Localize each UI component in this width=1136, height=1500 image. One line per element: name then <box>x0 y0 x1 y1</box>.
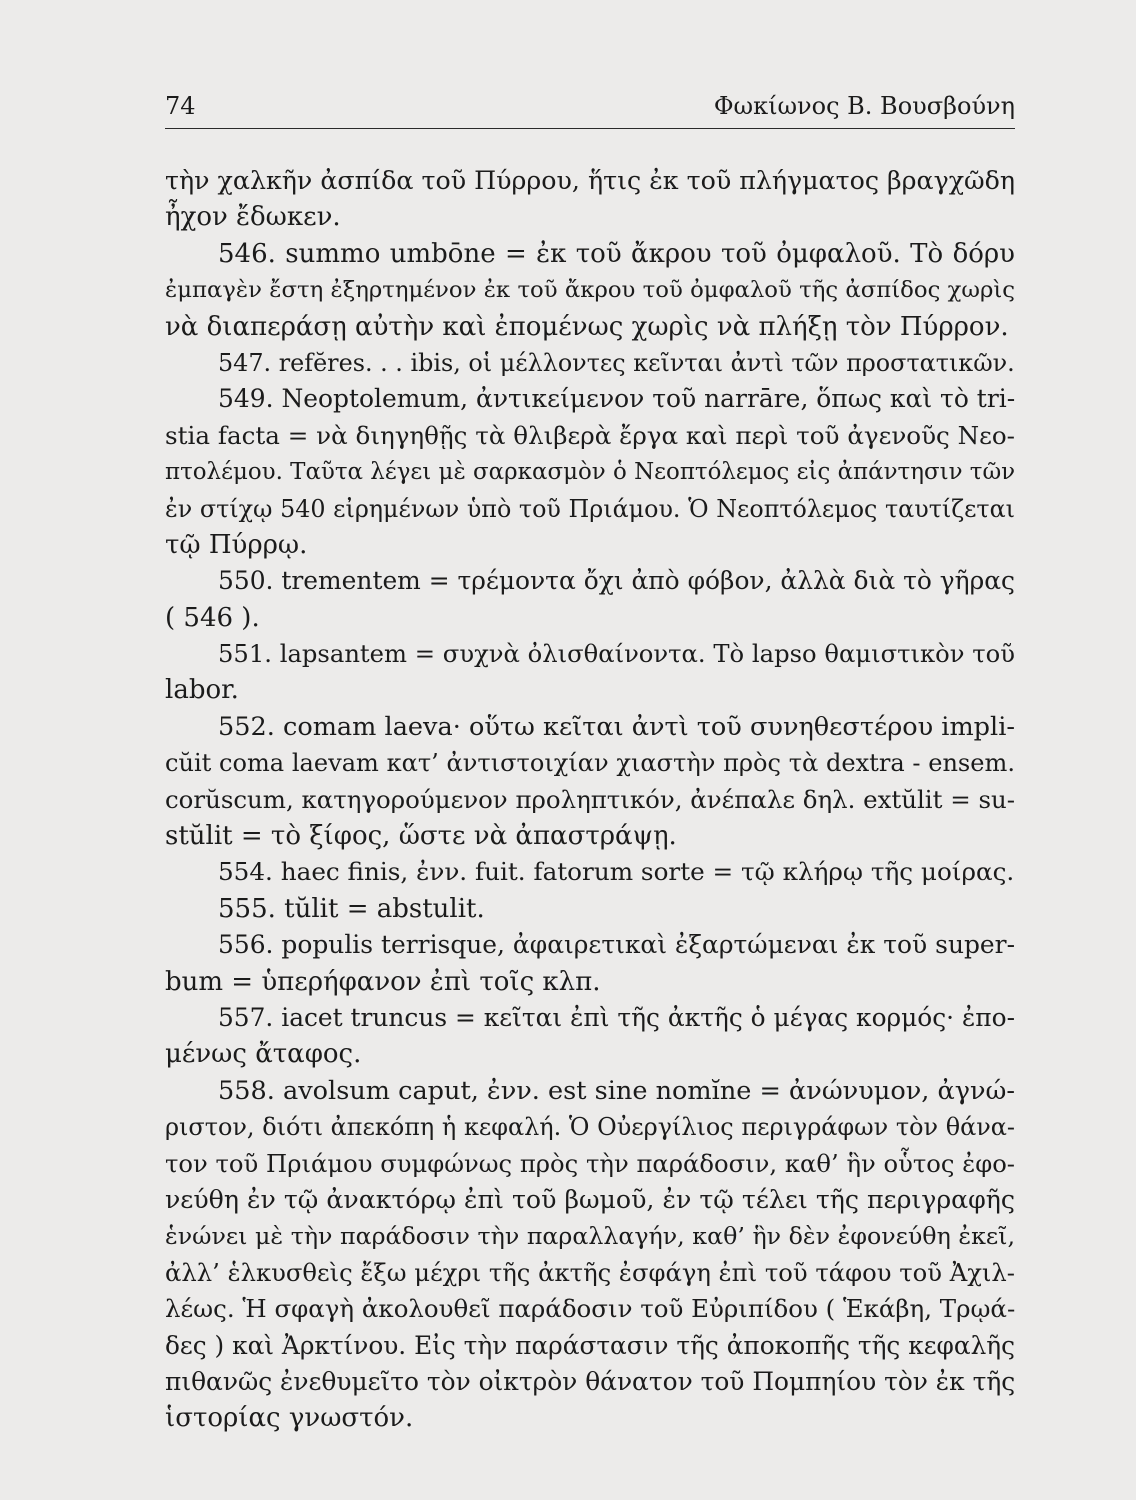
text-line: λέως. Ἡ σφαγὴ ἀκολουθεῖ παράδοσιν τοῦ Εὐριπίδου ( Ἑκάβη, Τρῳά- <box>165 1294 1016 1324</box>
text-line: ἐν στίχῳ 540 εἰρημένων ὑπὸ τοῦ Πριάμου. Ὁ Νεοπτόλεμος ταυτίζεται <box>165 494 1015 523</box>
note-558 <box>165 1073 1015 1437</box>
text-line: 556. populis terrisque, ἀφαιρετικαὶ ἐξαρτώμεναι ἐκ τοῦ super- <box>218 930 1015 960</box>
text-line: 554. haec finis, ἐνν. fuit. fatorum sorte = τῷ κλήρῳ τῆς μοίρας. <box>218 857 1015 887</box>
text-line: 552. comam laeva· οὕτω κεῖται ἀντὶ τοῦ συνηθεστέρου impli- <box>218 711 1015 742</box>
text-line: τῷ Πύρρῳ. <box>165 529 308 560</box>
text-line: 549. Neoptolemum, ἀντικείμενον τοῦ narrāre, ὅπως καὶ τὸ tri- <box>218 384 1016 414</box>
text-line: ἀλλ’ ἑλκυσθεὶς ἔξω μέχρι τῆς ἀκτῆς ἐσφάγη ἐπὶ τοῦ τάφου τοῦ Ἀχιλ- <box>165 1257 1015 1287</box>
text-line: πιθανῶς ἐνεθυμεῖτο τὸν οἰκτρὸν θάνατον τοῦ Πομπηίου τὸν ἐκ τῆς <box>165 1366 1016 1396</box>
header-rule <box>165 128 1015 129</box>
text-line: ( 546 ). <box>165 602 260 633</box>
text-line: cŭit coma laevam κατ’ ἀντιστοιχίαν χιαστὴν πρὸς τὰ dextra - ensem. <box>165 749 1015 778</box>
note-557 <box>165 1000 1015 1073</box>
text-line: μένως ἄταφος. <box>165 1039 362 1070</box>
page-header <box>165 92 1015 128</box>
text-line: ἐμπαγὲν ἔστη ἐξηρτημένον ἐκ τοῦ ἄκρου τοῦ ὀμφαλοῦ τῆς ἀσπίδος χωρὶς <box>165 277 1015 304</box>
text-line: stŭlit = τὸ ξίφος, ὥστε νὰ ἀπαστράψῃ. <box>165 821 677 852</box>
note-555 <box>165 891 1015 927</box>
commentary-text <box>165 163 1015 1437</box>
text-line: 557. iacet truncus = κεῖται ἐπὶ τῆς ἀκτῆς ὁ μέγας κορμός· ἐπο- <box>218 1002 1015 1032</box>
note-550 <box>165 563 1015 636</box>
text-line: 546. summo umbōne = ἐκ τοῦ ἄκρου τοῦ ὀμφαλοῦ. Τὸ δόρυ <box>218 238 1015 269</box>
text-line: 551. lapsantem = συχνὰ ὀλισθαίνοντα. Τὸ lapso θαμιστικὸν τοῦ <box>218 639 1015 669</box>
note-556 <box>165 927 1015 1000</box>
text-line: ριστον, διότι ἀπεκόπη ἡ κεφαλή. Ὁ Οὐεργίλιος περιγράφων τὸν θάνα- <box>165 1113 1015 1142</box>
text-line: ἦχον ἔδωκεν. <box>165 202 341 233</box>
text-line: 550. trementem = τρέμοντα ὄχι ἀπὸ φόβον, ἀλλὰ διὰ τὸ γῆρας <box>218 566 1015 596</box>
page-number: 74 <box>165 92 196 120</box>
text-line: 558. avolsum caput, ἐνν. est sine nomĭne = ἀνώνυμον, ἀγνώ- <box>218 1075 1015 1106</box>
note-552 <box>165 709 1015 855</box>
text-line: ἱστορίας γνωστόν. <box>165 1403 414 1434</box>
text-line: 547. refĕres. . . ibis, οἱ μέλλοντες κεῖνται ἀντὶ τῶν προστατικῶν. <box>218 348 1015 377</box>
note-551 <box>165 636 1015 709</box>
text-line: τὴν χαλκῆν ἀσπίδα τοῦ Πύρρου, ἥτις ἐκ τοῦ πλήγματος βραγχῶδη <box>165 166 1015 195</box>
running-title: Φωκίωνος Β. Βουσβούνη <box>713 92 1015 120</box>
note-546 <box>165 236 1015 345</box>
note-554 <box>165 854 1015 890</box>
text-line: bum = ὑπερήφανον ἐπὶ τοῖς κλπ. <box>165 966 601 997</box>
text-line: stia facta = νὰ διηγηθῇς τὰ θλιβερὰ ἔργα καὶ περὶ τοῦ ἀγενοῦς Νεο- <box>165 420 1015 450</box>
text-line: νεύθη ἐν τῷ ἀνακτόρῳ ἐπὶ τοῦ βωμοῦ, ἐν τῷ τέλει τῆς περιγραφῆς <box>165 1184 1015 1214</box>
text-line: νὰ διαπεράσῃ αὐτὴν καὶ ἐπομένως χωρὶς νὰ πλήξῃ τὸν Πύρρον. <box>165 311 1009 342</box>
text-line: corŭscum, κατηγορούμενον προληπτικόν, ἀνέπαλε δηλ. extŭlit = su- <box>165 784 1015 814</box>
text-line: 555. tŭlit = abstulit. <box>218 893 485 924</box>
text-line: τον τοῦ Πριάμου συμφώνως πρὸς τὴν παράδοσιν, καθ’ ἣν οὗτος ἐφο- <box>165 1148 1015 1178</box>
text-line: labor. <box>165 675 239 706</box>
note-547 <box>165 345 1015 381</box>
text-line: δες ) καὶ Ἀρκτίνου. Εἰς τὴν παράστασιν τῆς ἀποκοπῆς τῆς κεφαλῆς <box>165 1330 1015 1360</box>
text-line: ἑνώνει μὲ τὴν παράδοσιν τὴν παραλλαγήν, καθ’ ἣν δὲν ἐφονεύθη ἐκεῖ, <box>165 1222 1015 1251</box>
paragraph-intro <box>165 163 1015 236</box>
note-549 <box>165 381 1015 563</box>
text-line: πτολέμου. Ταῦτα λέγει μὲ σαρκασμὸν ὁ Νεοπτόλεμος εἰς ἀπάντησιν τῶν <box>165 459 1016 486</box>
